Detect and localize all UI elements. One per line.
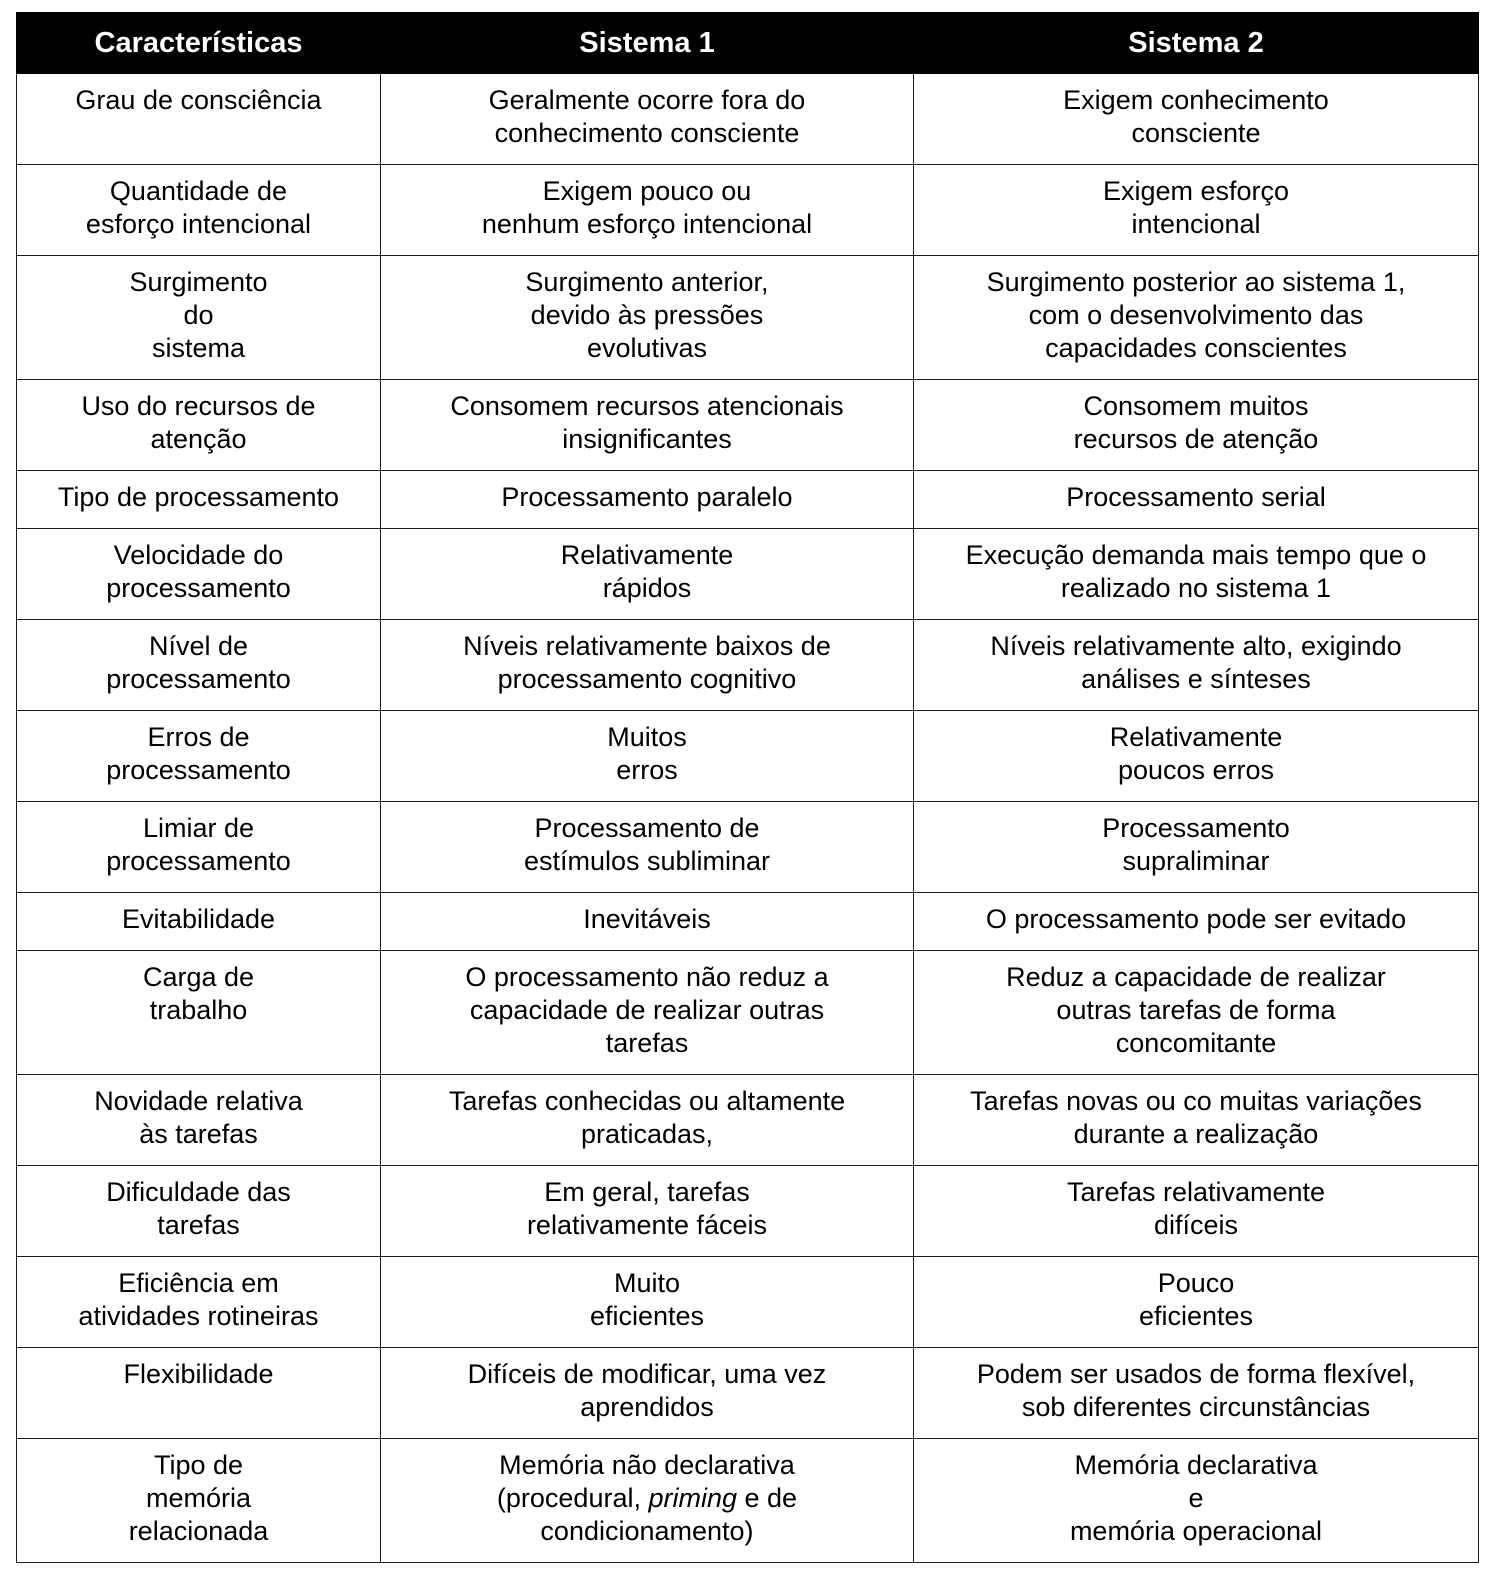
table-row xyxy=(17,165,1479,256)
sistema-2-cell: Processamento supraliminar xyxy=(914,802,1479,893)
sistema-2-cell: Exigem conhecimento consciente xyxy=(914,74,1479,165)
sistema-2-cell: Níveis relativamente alto, exigindo análises e sínteses xyxy=(914,620,1479,711)
table-row xyxy=(17,256,1479,380)
sistema-2-cell: Tarefas novas ou co muitas variações durante a realização xyxy=(914,1075,1479,1166)
sistema-1-cell: Níveis relativamente baixos de processamento cognitivo xyxy=(381,620,914,711)
sistema-1-cell: Relativamente rápidos xyxy=(381,529,914,620)
characteristic-cell: Quantidade de esforço intencional xyxy=(17,165,381,256)
sistema-2-cell: Reduz a capacidade de realizar outras tarefas de forma concomitante xyxy=(914,951,1479,1075)
sistema-1-cell xyxy=(381,1439,914,1563)
table-row xyxy=(17,74,1479,165)
characteristic-cell: Dificuldade das tarefas xyxy=(17,1166,381,1257)
sistema-1-cell: Em geral, tarefas relativamente fáceis xyxy=(381,1166,914,1257)
header-sistema-2: Sistema 2 xyxy=(914,13,1479,74)
table-row xyxy=(17,1257,1479,1348)
sistema-2-cell: Surgimento posterior ao sistema 1, com o desenvolvimento das capacidades conscientes xyxy=(914,256,1479,380)
characteristic-cell: Grau de consciência xyxy=(17,74,381,165)
comparison-table xyxy=(16,12,1479,1563)
memory-text-before: Memória não declarativa (procedural, xyxy=(496,1450,795,1513)
sistema-1-cell: Muito eficientes xyxy=(381,1257,914,1348)
characteristic-cell: Eficiência em atividades rotineiras xyxy=(17,1257,381,1348)
sistema-1-cell: Difíceis de modificar, uma vez aprendidos xyxy=(381,1348,914,1439)
header-caracteristicas: Características xyxy=(17,13,381,74)
sistema-1-cell: Inevitáveis xyxy=(381,893,914,951)
sistema-2-cell: O processamento pode ser evitado xyxy=(914,893,1479,951)
table-row xyxy=(17,380,1479,471)
header-row xyxy=(17,13,1479,74)
characteristic-cell: Evitabilidade xyxy=(17,893,381,951)
characteristic-cell: Uso do recursos de atenção xyxy=(17,380,381,471)
table-row xyxy=(17,1348,1479,1439)
sistema-2-cell: Pouco eficientes xyxy=(914,1257,1479,1348)
sistema-1-cell: Tarefas conhecidas ou altamente praticadas, xyxy=(381,1075,914,1166)
characteristic-cell: Carga de trabalho xyxy=(17,951,381,1075)
characteristic-cell: Tipo de memória relacionada xyxy=(17,1439,381,1563)
characteristic-cell: Tipo de processamento xyxy=(17,471,381,529)
characteristic-cell: Limiar de processamento xyxy=(17,802,381,893)
sistema-1-cell: Muitos erros xyxy=(381,711,914,802)
table-row xyxy=(17,951,1479,1075)
sistema-2-cell: Execução demanda mais tempo que o realizado no sistema 1 xyxy=(914,529,1479,620)
table-row xyxy=(17,802,1479,893)
characteristic-cell: Surgimento do sistema xyxy=(17,256,381,380)
table-row xyxy=(17,893,1479,951)
sistema-1-cell: Surgimento anterior, devido às pressões evolutivas xyxy=(381,256,914,380)
priming-italic-text: priming xyxy=(648,1483,738,1513)
sistema-1-cell: O processamento não reduz a capacidade de realizar outras tarefas xyxy=(381,951,914,1075)
sistema-1-cell: Exigem pouco ou nenhum esforço intencional xyxy=(381,165,914,256)
sistema-1-cell: Processamento paralelo xyxy=(381,471,914,529)
sistema-2-cell: Processamento serial xyxy=(914,471,1479,529)
sistema-2-cell: Tarefas relativamente difíceis xyxy=(914,1166,1479,1257)
sistema-2-cell: Exigem esforço intencional xyxy=(914,165,1479,256)
sistema-2-cell: Relativamente poucos erros xyxy=(914,711,1479,802)
table-row xyxy=(17,471,1479,529)
table-row xyxy=(17,1439,1479,1563)
table-header xyxy=(17,13,1479,74)
characteristic-cell: Velocidade do processamento xyxy=(17,529,381,620)
characteristic-cell: Erros de processamento xyxy=(17,711,381,802)
sistema-1-cell: Consomem recursos atencionais insignificantes xyxy=(381,380,914,471)
sistema-2-cell: Memória declarativa e memória operacional xyxy=(914,1439,1479,1563)
table-body xyxy=(17,74,1479,1563)
table-row xyxy=(17,1166,1479,1257)
sistema-1-cell: Geralmente ocorre fora do conhecimento consciente xyxy=(381,74,914,165)
sistema-2-cell: Podem ser usados de forma flexível, sob diferentes circunstâncias xyxy=(914,1348,1479,1439)
characteristic-cell: Novidade relativa às tarefas xyxy=(17,1075,381,1166)
table-row xyxy=(17,1075,1479,1166)
sistema-1-cell: Processamento de estímulos subliminar xyxy=(381,802,914,893)
table-row xyxy=(17,529,1479,620)
table-row xyxy=(17,711,1479,802)
header-sistema-1: Sistema 1 xyxy=(381,13,914,74)
memory-text-after: e de condicionamento) xyxy=(540,1483,798,1546)
characteristic-cell: Nível de processamento xyxy=(17,620,381,711)
characteristic-cell: Flexibilidade xyxy=(17,1348,381,1439)
sistema-2-cell: Consomem muitos recursos de atenção xyxy=(914,380,1479,471)
table-row xyxy=(17,620,1479,711)
